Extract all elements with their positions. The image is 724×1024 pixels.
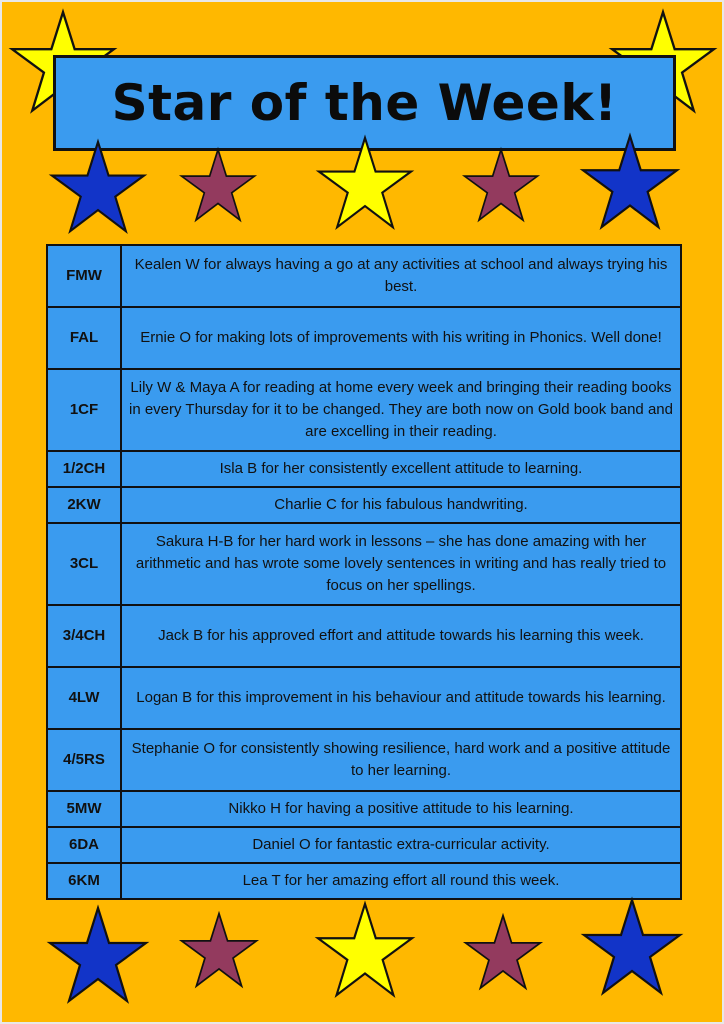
table-row <box>47 369 681 451</box>
class-name-cell: 1/2CH <box>47 451 121 487</box>
star-icon-blue <box>46 140 150 236</box>
class-name-cell: 3CL <box>47 523 121 605</box>
star-icon-yellow <box>313 902 417 1000</box>
class-name-cell: 1CF <box>47 369 121 451</box>
star-icon-yellow <box>313 136 417 232</box>
table-row <box>47 487 681 523</box>
star-table <box>46 244 682 900</box>
award-text-cell: Logan B for this improvement in his behaviour and attitude towards his learning. <box>121 667 681 729</box>
class-name-cell: 6DA <box>47 827 121 863</box>
class-name-cell: 2KW <box>47 487 121 523</box>
award-text-cell: Isla B for her consistently excellent attitude to learning. <box>121 451 681 487</box>
award-text-cell: Charlie C for his fabulous handwriting. <box>121 487 681 523</box>
award-text-cell: Daniel O for fantastic extra-curricular activity. <box>121 827 681 863</box>
star-icon-maroon <box>179 148 257 224</box>
table-row <box>47 307 681 369</box>
class-name-cell: 5MW <box>47 791 121 827</box>
class-name-cell: 6KM <box>47 863 121 899</box>
table-row <box>47 667 681 729</box>
star-icon-blue <box>46 906 150 1006</box>
star-icon-blue <box>580 898 684 998</box>
star-icon-maroon <box>463 914 543 992</box>
table-row <box>47 605 681 667</box>
table-row <box>47 245 681 307</box>
table-row <box>47 827 681 863</box>
table-row <box>47 791 681 827</box>
star-icon-maroon <box>179 912 259 990</box>
award-text-cell: Nikko H for having a positive attitude to his learning. <box>121 791 681 827</box>
award-text-cell: Ernie O for making lots of improvements with his writing in Phonics. Well done! <box>121 307 681 369</box>
award-text-cell: Sakura H-B for her hard work in lessons – she has done amazing with her arithmetic and has wrote some lovely sentences in writing and has really tried to focus on her spellings. <box>121 523 681 605</box>
class-name-cell: FAL <box>47 307 121 369</box>
table-row <box>47 523 681 605</box>
table-row <box>47 451 681 487</box>
award-text-cell: Lily W & Maya A for reading at home every week and bringing their reading books in every Thursday for it to be changed. They are both now on Gold book band and are excelling in their reading. <box>121 369 681 451</box>
class-name-cell: 3/4CH <box>47 605 121 667</box>
table-row <box>47 863 681 899</box>
star-icon-blue <box>578 134 682 232</box>
class-name-cell: 4LW <box>47 667 121 729</box>
class-name-cell: 4/5RS <box>47 729 121 791</box>
star-icon-maroon <box>461 148 541 224</box>
page-title: Star of the Week! <box>111 74 618 132</box>
class-name-cell: FMW <box>47 245 121 307</box>
award-text-cell: Lea T for her amazing effort all round this week. <box>121 863 681 899</box>
table-row <box>47 729 681 791</box>
award-text-cell: Kealen W for always having a go at any activities at school and always trying his best. <box>121 245 681 307</box>
award-text-cell: Jack B for his approved effort and attitude towards his learning this week. <box>121 605 681 667</box>
award-text-cell: Stephanie O for consistently showing resilience, hard work and a positive attitude to her learning. <box>121 729 681 791</box>
